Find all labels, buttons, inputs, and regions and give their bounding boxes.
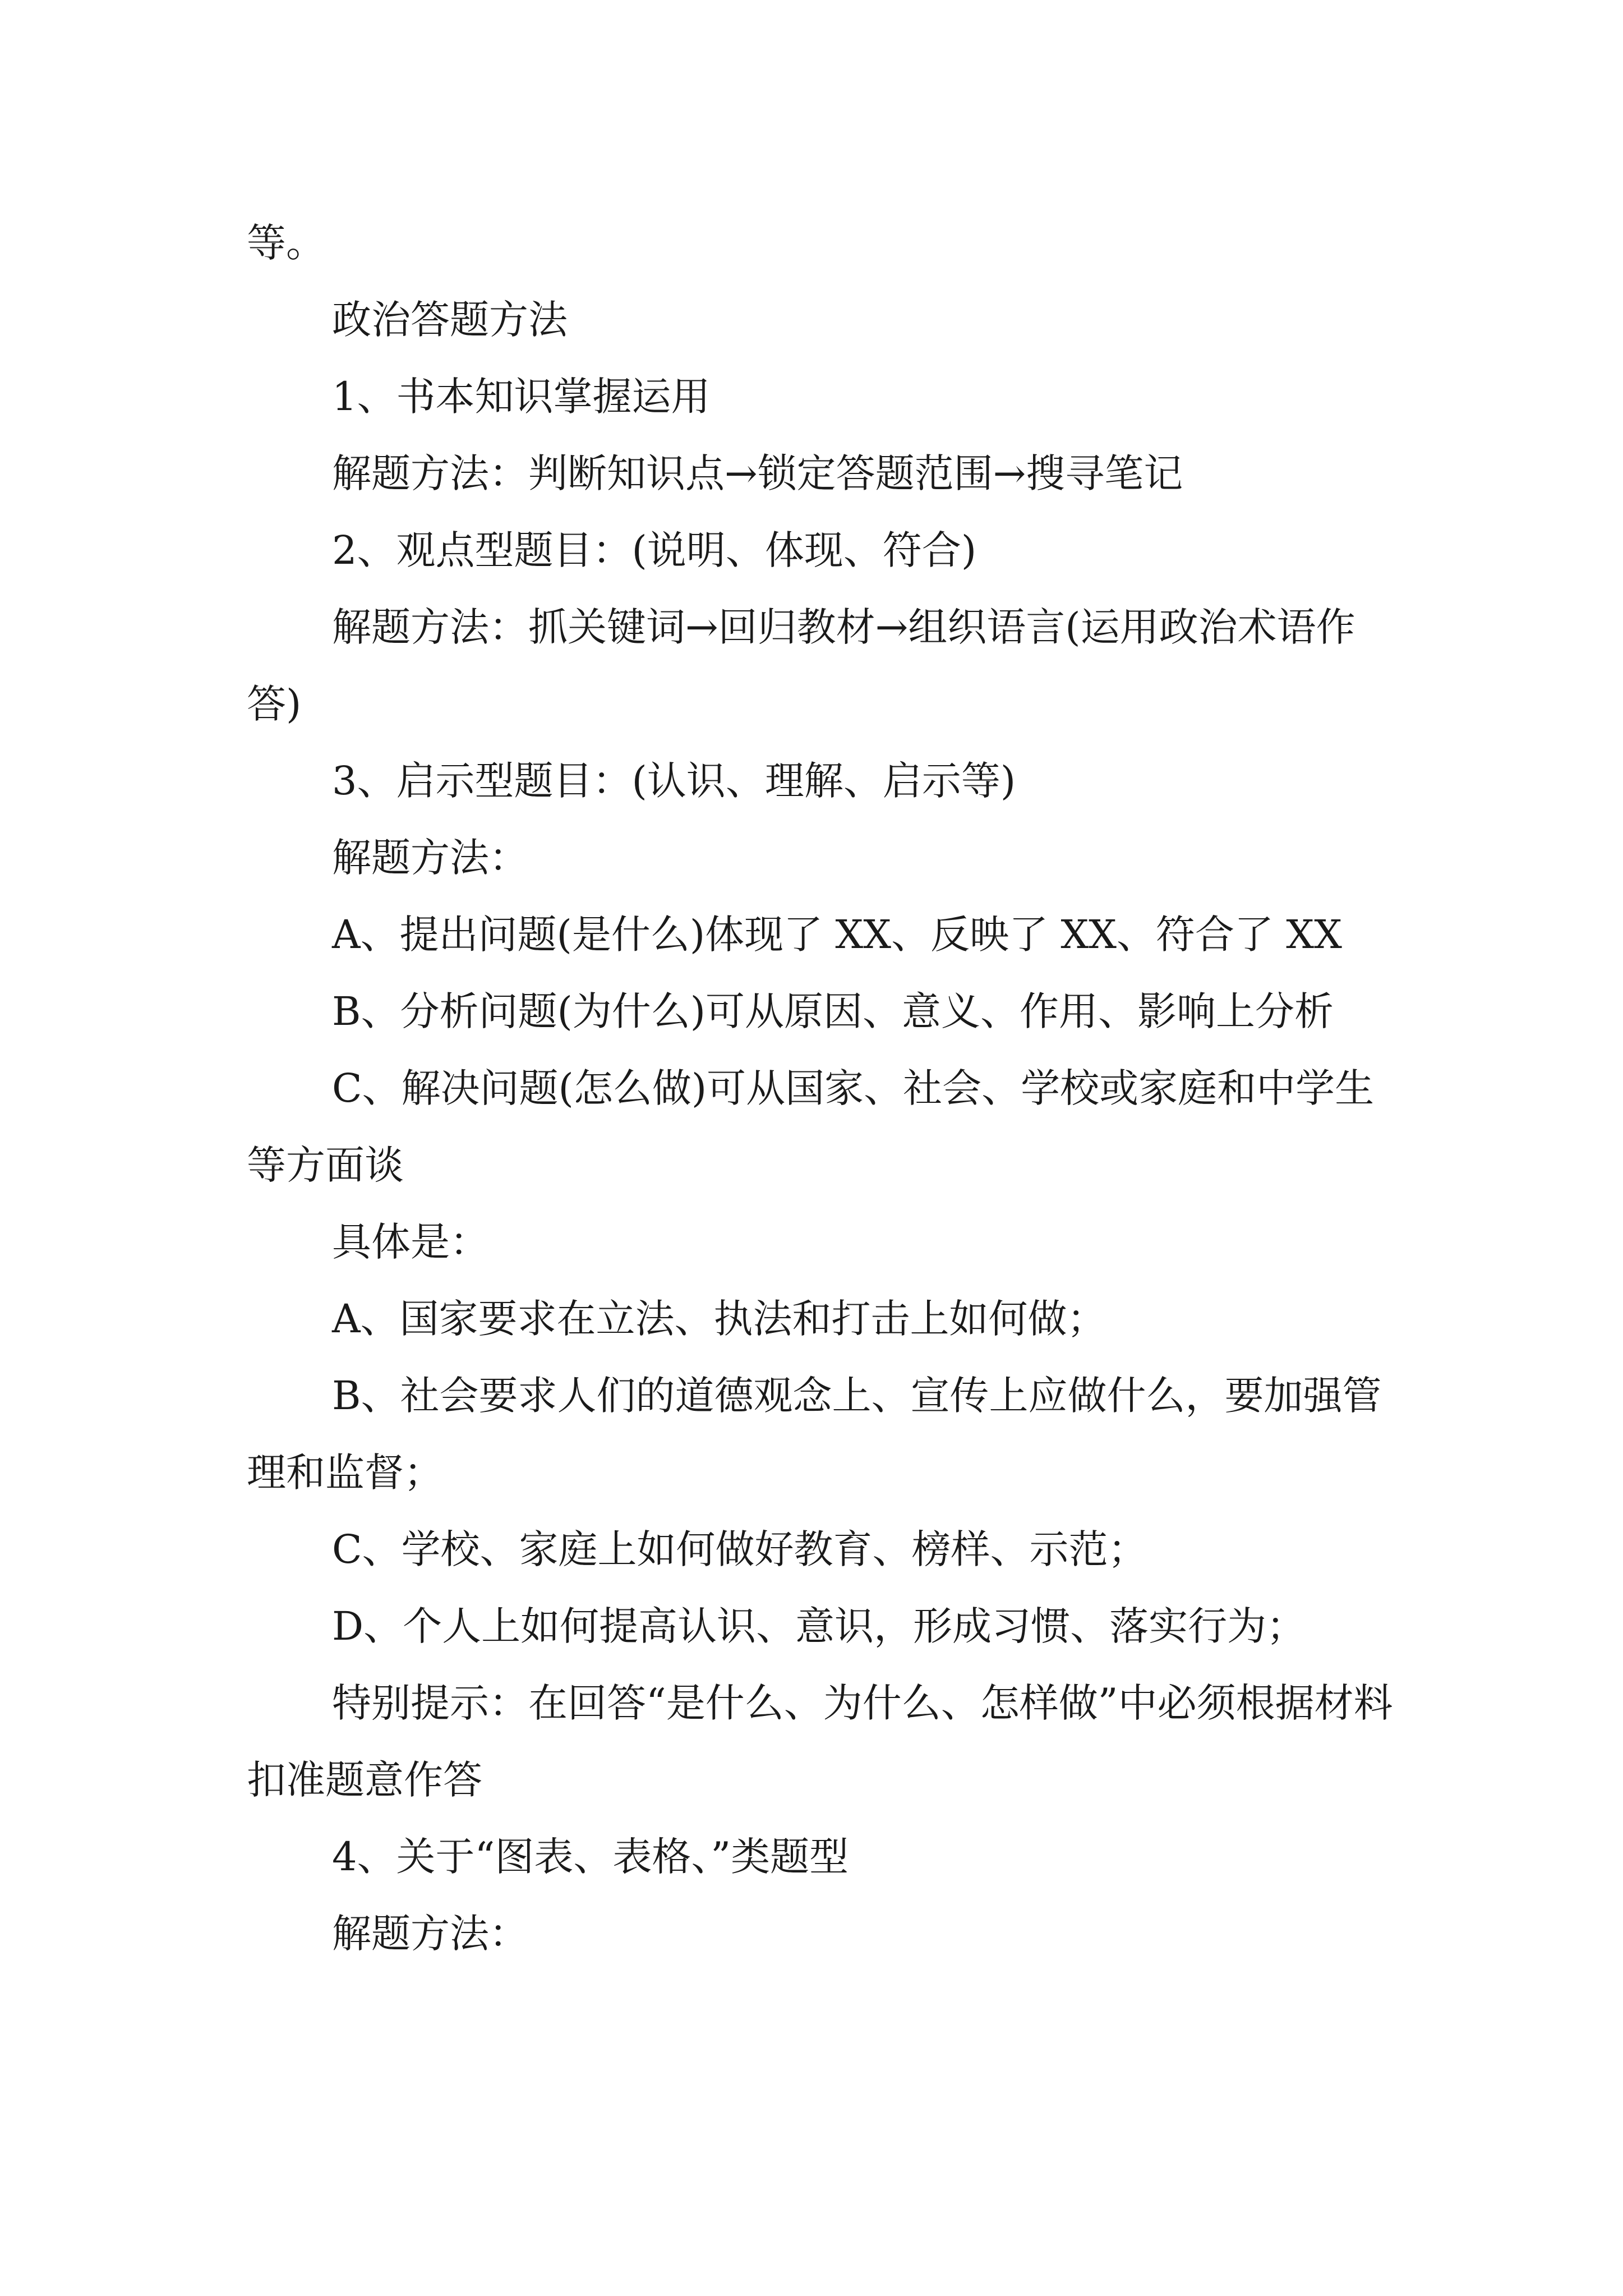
paragraph: 解题方法：判断知识点→锁定答题范围→搜寻笔记 [332, 450, 1183, 496]
paragraph: 解题方法： [332, 1911, 528, 1957]
list-item: A、国家要求在立法、执法和打击上如何做； [332, 1296, 1106, 1342]
list-item: D、个人上如何提高认识、意识，形成习惯、落实行为； [332, 1603, 1306, 1649]
document-body [247, 205, 1396, 1972]
paragraph: 解题方法： [332, 835, 528, 881]
section-heading: 政治答题方法 [332, 297, 568, 343]
paragraph: 等。 [247, 220, 325, 266]
paragraph: 具体是： [332, 1219, 489, 1265]
list-item: B、分析问题(为什么)可从原因、意义、作用、影响上分析 [332, 988, 1334, 1034]
list-item: A、提出问题(是什么)体现了 XX、反映了 XX、符合了 XX [332, 912, 1342, 958]
list-item: B、社会要求人们的道德观念上、宣传上应做什么，要加强管理和监督； [247, 1373, 1382, 1496]
item-heading: 4、关于“图表、表格、”类题型 [332, 1834, 849, 1880]
item-heading: 3、启示型题目：(认识、理解、启示等) [332, 758, 1016, 804]
item-heading: 1、书本知识掌握运用 [332, 374, 711, 420]
paragraph: 解题方法：抓关键词→回归教材→组织语言(运用政治术语作答) [247, 604, 1355, 727]
paragraph: 特别提示：在回答“是什么、为什么、怎样做”中必须根据材料扣准题意作答 [247, 1680, 1393, 1803]
list-item: C、学校、家庭上如何做好教育、榜样、示范； [332, 1526, 1147, 1572]
list-item: C、解决问题(怎么做)可从国家、社会、学校或家庭和中学生等方面谈 [247, 1065, 1375, 1188]
item-heading: 2、观点型题目：(说明、体现、符合) [332, 527, 977, 573]
